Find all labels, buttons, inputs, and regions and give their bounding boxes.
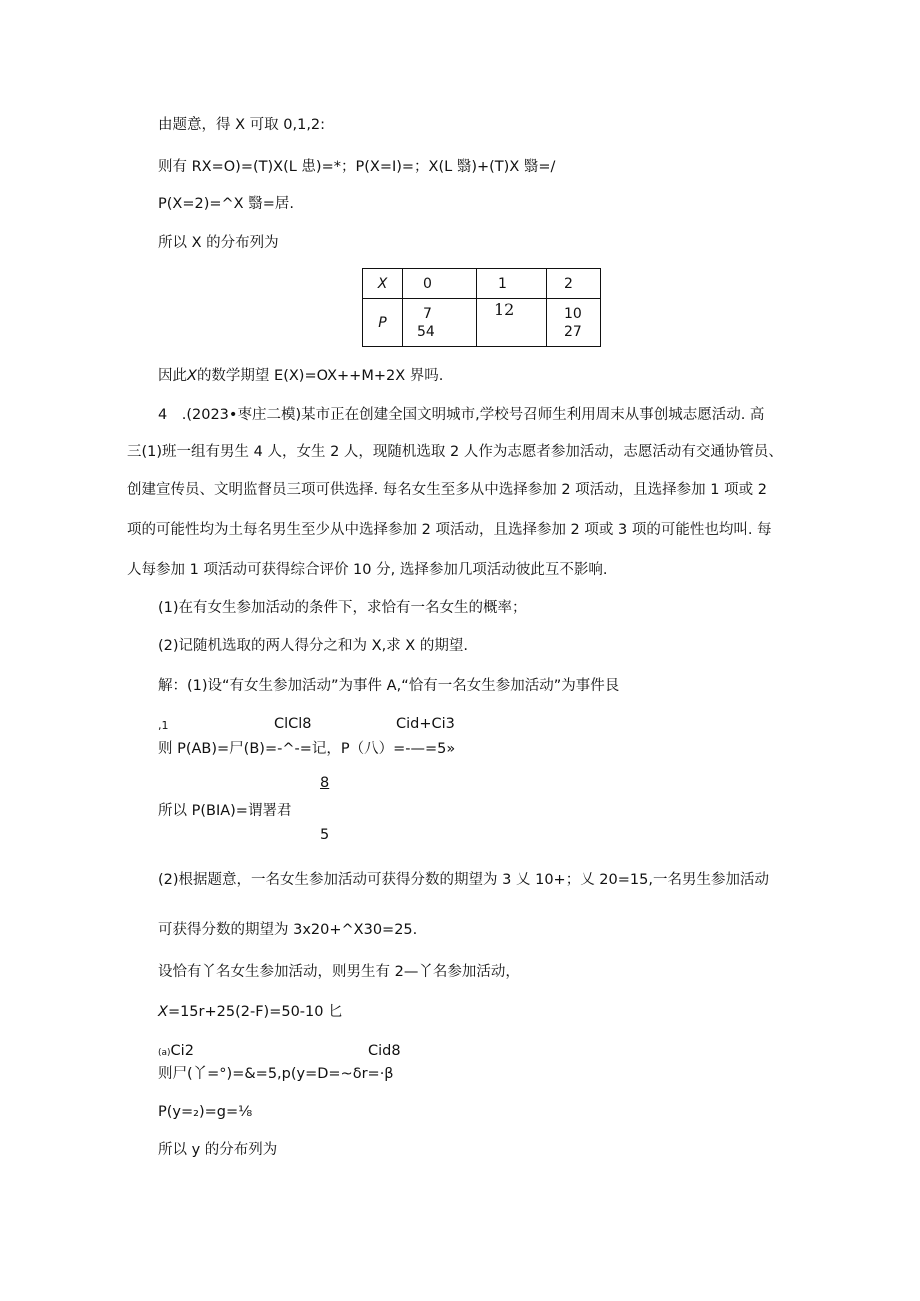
table-header-cell: X	[363, 269, 403, 299]
text-fragment: =15r+25(2-F)=50-10 匕	[167, 1004, 343, 1020]
solution-line-1: 解：(1)设“有女生参加活动”为事件 A,“恰有一名女生参加活动”为事件艮	[158, 678, 620, 694]
question-line-2: 三(1)班一组有男生 4 人，女生 2 人，现随机选取 2 人作为志愿者参加活动，志愿活动有交通协管员、	[127, 444, 783, 460]
solution-line-2: 则 P(AB)=尸(B)=-^-=记，P（八）=-—=5»	[158, 741, 456, 757]
solution-line-9: P(y=₂)=g=⅛	[158, 1104, 253, 1120]
subquestion-2: (2)记随机选取的两人得分之和为 X,求 X 的期望.	[158, 638, 468, 654]
table-cell	[547, 299, 601, 347]
text-line-4: 所以 X 的分布列为	[158, 235, 279, 251]
solution-line-4: (2)根据题意，一名女生参加活动可获得分数的期望为 3 乂 10+；乂 20=15,一名男生参加活动	[158, 872, 769, 888]
text-fragment: 的数学期望 E(X)=OX++M+2X 界吗.	[196, 368, 444, 384]
distribution-table	[362, 268, 601, 347]
variable-x: X	[158, 1004, 168, 1020]
table-header-cell: 1	[477, 269, 547, 299]
cell-top: 7	[423, 305, 432, 322]
formula-top: ClCl8	[274, 716, 312, 732]
text-fragment: 因此	[158, 368, 187, 384]
table-cell	[477, 299, 547, 347]
question-line-3: 创建宣传员、文明监督员三项可供选择. 每名女生至多从中选择参加 2 项活动，且选择参加 1 项或 2	[127, 482, 767, 498]
formula-top: Cid+Ci3	[396, 716, 455, 732]
table-row	[363, 299, 601, 347]
table-header-cell: 2	[547, 269, 601, 299]
text-line-1: 由题意，得 X 可取 0,1,2:	[158, 117, 326, 133]
formula-top: 8	[320, 775, 330, 791]
table-header-cell: 0	[403, 269, 477, 299]
text-line-3: P(X=2)=^X 翳=居.	[158, 196, 294, 212]
subquestion-1: (1)在有女生参加活动的条件下，求恰有一名女生的概率；	[158, 600, 527, 616]
table-cell	[403, 299, 477, 347]
solution-line-10: 所以 y 的分布列为	[158, 1142, 278, 1158]
solution-line-3: 所以 P(BIA)=谓署君	[158, 803, 292, 819]
formula-bottom: 5	[320, 827, 330, 843]
cell-top: 12	[494, 300, 515, 319]
text-line-2: 则有 RX=O)=(T)X(L 患)=*；P(X=I)=；X(L 翳)+(T)X 翳=/	[158, 159, 556, 175]
table-header-row	[363, 269, 601, 299]
variable-x: X	[187, 368, 197, 384]
formula-top: Cid8	[368, 1043, 401, 1059]
annotation-mark: ,1	[158, 719, 169, 732]
text-line-5	[158, 366, 443, 386]
question-line-4: 项的可能性均为土每名男生至少从中选择参加 2 项活动，且选择参加 2 项或 3 项的可能性也均叫. 每	[127, 522, 772, 538]
solution-line-7	[158, 1002, 343, 1022]
question-line-1: 4 .(2023•枣庄二模)某市正在创建全国文明城市,学校号召师生利用周末从事创城志愿活动. 高	[158, 407, 765, 423]
cell-top: 10	[564, 305, 582, 322]
formula-top: Ci2	[170, 1043, 194, 1059]
formula-top-row	[158, 1041, 194, 1063]
cell-bottom: 54	[417, 323, 435, 340]
annotation-mark: (a)	[158, 1048, 171, 1058]
solution-line-5: 可获得分数的期望为 3x20+^X30=25.	[158, 922, 418, 938]
solution-line-8: 则尸(丫=°)=&=5,p(y=D=~δr=·β	[158, 1066, 394, 1082]
cell-bottom: 27	[564, 323, 582, 340]
question-line-5: 人每参加 1 项活动可获得综合评价 10 分, 选择参加几项活动彼此互不影响.	[127, 562, 608, 578]
solution-line-6: 设恰有丫名女生参加活动，则男生有 2—丫名参加活动，	[158, 964, 520, 980]
table-row-label: P	[363, 299, 403, 347]
